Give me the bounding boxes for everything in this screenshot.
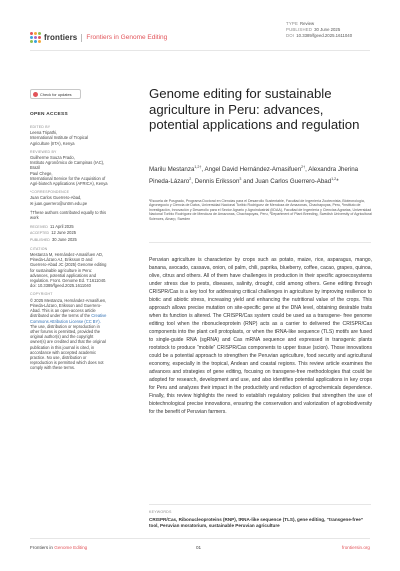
correspondence: *CORRESPONDENCE Juan Carlos Guerrero-Abad, ✉ juan.guerrero@untrm.edu.pe bbox=[30, 190, 108, 206]
meta-published: PUBLISHED 30 June 2025 bbox=[286, 27, 341, 33]
article-title: Genome editing for sustainable agriculture in Peru: advances, potential applications and regulation bbox=[149, 86, 360, 133]
journal-name[interactable]: Frontiers in Genome Editing bbox=[86, 34, 168, 41]
article-dates: RECEIVED 11 April 2025 ACCEPTED 12 June 2025 PUBLISHED 30 June 2025 bbox=[30, 224, 77, 242]
article-info-sidebar bbox=[30, 125, 108, 375]
update-icon bbox=[33, 92, 38, 97]
page-number: 01 bbox=[196, 545, 202, 550]
equal-contribution-note: †These authors contributed equally to this work bbox=[30, 209, 107, 221]
keywords-label: KEYWORDS bbox=[149, 510, 172, 514]
edited-by: EDITED BY Leena Tripathi, International Institute of Tropical Agriculture (IITA), Kenya bbox=[30, 125, 89, 146]
header-divider bbox=[81, 34, 82, 42]
open-access-label: OPEN ACCESS bbox=[30, 112, 69, 117]
header-rule bbox=[30, 50, 370, 51]
check-updates-button[interactable]: Check for updates bbox=[30, 89, 81, 99]
abstract: Peruvian agriculture is characterize by crops such as potato, maize, rice, asparagus, mango, banana, avocado, cassava, onion, oil palm, chili, paprika, blueberry, coffee, cacao, grapes, quinoa, olive, citrus and others. All of them have challenges in production in their specific agroecosystems under stress due to pests, diseases, salinity, drought, cold among others. Gene editing through CRISPR/Cas is a key tool for addressing critical challenges in agriculture by improving resilience to biotic and abiotic stress, increasing yield and enhancing the nutritional value of the crops. This approach allows precise mutation on site-specific gene at the DNA level, obtaining desirable traits when its function is altered. The CRISPR/Cas system could be used as a transgene- free genome editing tool when the ribonucleoprotein (RNP) acts as a carrier to delivered the CRISPR/Cas components into the plant cell protoplasts, or when the tRNA-like sequence (TLS) motifs are fused to single-guide RNA (sgRNA) and Cas mRNA sequence and expressed in transgenic plants rootstock to produce “mobile” CRISPR/Cas components to upper tissue (scion). Those innovations could be a potential approach to strengthen the Peruvian agriculture, food security and agricultural economy, especially in the tropical, Andean and coastal regions. This review article examines the advances and strategies of gene editing, focusing on transgene-free methodologies that could be adopted for research, development and use, and also identifies potential applications in key crops for Peru and analyzes their impact in the productivity and reduction of agrochemicals dependence. Finally, this review highlights the need to establish regulatory policies that strengthen the use of biotechnological precise innovations, ensuring the conservation and valorization of agrobiodiversity for the benefit of Peruvian farmers. bbox=[149, 257, 372, 415]
copyright: COPYRIGHT © 2025 Mestanza, Hernández-Amasifuen, Pineda-Lázaro, Eriksson and Guerrero-Abad. This is an open-access article distributed under the terms of the Creative Commons Attribution License (CC BY). The use, distribution or reproduction in other forums is permitted, provided the original author(s) and the copyright owner(s) are credited and that the original publication in this journal is cited, in accordance with accepted academic practice. No use, distribution or reproduction is permitted which does not comply with these terms. bbox=[30, 292, 107, 371]
keywords: CRISPR/Cas, Ribonucleoproteins (RNP), tRNA-like sequence (TLS), gene editing, “transgene-free” tool, Peruvian moratorium, sustainable Peruvian agriculture bbox=[149, 517, 364, 528]
article-meta bbox=[286, 21, 352, 39]
footer-site-link[interactable]: frontiersin.org bbox=[341, 545, 370, 550]
reviewed-by: REVIEWED BY Guilherme Souza Prado, Instituto Agronômico de Campinas (IAC), Brazil Paul Chege, International Service for the Acquisition of Agri-biotech Applications (AFRICA), Kenya bbox=[30, 149, 108, 187]
keywords-rule bbox=[149, 504, 371, 505]
frontiers-logo-icon bbox=[30, 32, 41, 43]
abstract-rule bbox=[149, 242, 371, 243]
citation: CITATION Mestanza M, Hernández-Amasifuen AD, Pineda-Lázaro AJ, Eriksson D and Guerrero-Abad JC (2025) Genome editing for sustainable agriculture in Peru: advances, potential applications and regulation. Front. Genome Ed. 7:1611040. doi: 10.3389/fgeed.2025.1611040 bbox=[30, 246, 107, 289]
author-list[interactable]: Marilu Mestanza$^{1,2\dagger}$, Angel David Hernández-Amasifuen$^{2\dagger}$, Alexandra Jherina Pineda-Lázaro$^2$, Dennis Eriksson$^3$ and Juan Carlos Guerrero-Abad$^{1,2}$* bbox=[149, 165, 359, 185]
footer-journal: Frontiers in Genome Editing bbox=[30, 545, 88, 550]
brand-name: frontiers bbox=[44, 33, 78, 42]
footer-rule bbox=[30, 538, 370, 539]
meta-type: TYPE Review bbox=[286, 21, 315, 26]
header-logo[interactable] bbox=[30, 32, 167, 43]
meta-doi: DOI 10.3389/fgeed.2025.1611040 bbox=[286, 33, 353, 39]
affiliations: ¹Escuela de Posgrado, Programa Doctoral en Ciencias para el Desarrollo Sustentable, Facultad de Ingeniería Zootecnista, Biotecnología, Agronegocio y Ciencia de Datos, Universidad Nacional Toribio Rodríguez de Mendoza de Amazonas, Chachapoyas, Peru, ²Instituto de Investigación, Innovación y Desarrollo para el Sector Agrario y Agroindustrial (IIDAA), Facultad de Ingeniería y Ciencias Agrarias, Universidad Nacional Toribio Rodríguez de Mendoza de Amazonas, Chachapoyas, Peru, ³Department of Plant Breeding, Swedish University of Agricultural Sciences, Alnarp, Sweden bbox=[149, 199, 372, 221]
license-link[interactable]: Creative Commons Attribution License (CC BY). bbox=[30, 313, 107, 324]
correspondence-email[interactable]: ✉ juan.guerrero@untrm.edu.pe bbox=[30, 200, 88, 206]
